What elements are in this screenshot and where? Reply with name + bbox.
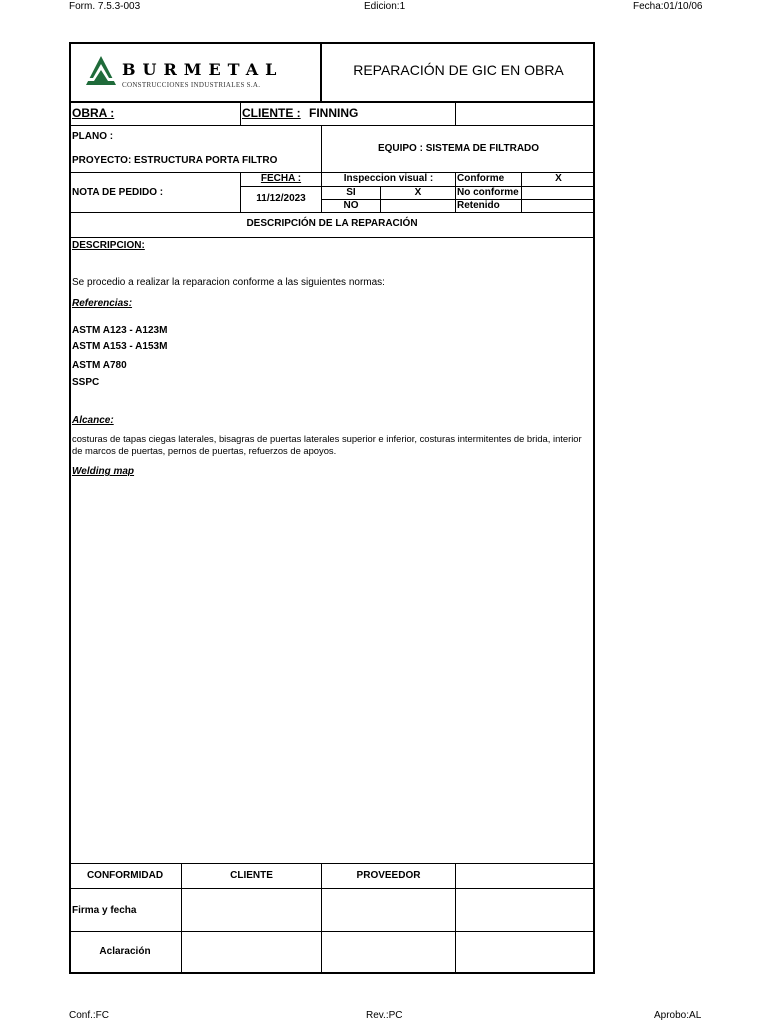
form-code: Form. 7.5.3-003 (69, 1, 141, 12)
equipo-label: EQUIPO : SISTEMA DE FILTRADO (377, 143, 540, 154)
cliente-label: CLIENTE : (242, 106, 301, 120)
cliente-header: CLIENTE (230, 870, 273, 881)
descripcion-intro: Se procedio a realizar la reparacion conforme a las siguientes normas: (72, 277, 385, 288)
logo-subtitle: CONSTRUCCIONES INDUSTRIALES S.A. (122, 81, 261, 89)
fecha-label: FECHA : (260, 173, 302, 184)
alcance-label: Alcance: (72, 415, 114, 426)
aclaracion-label: Aclaración (99, 946, 151, 957)
logo-brand: BURMETAL (122, 60, 284, 79)
header-date: Fecha:01/10/06 (633, 1, 703, 12)
inspeccion-si-mark: X (414, 187, 422, 198)
referencias-label: Referencias: (72, 298, 133, 309)
welding-map-label: Welding map (72, 466, 135, 477)
referencia-item: SSPC (72, 377, 100, 388)
inspeccion-label: Inspeccion visual : (343, 173, 434, 184)
referencia-item: ASTM A780 (72, 360, 127, 371)
footer-rev: Rev.:PC (366, 1010, 403, 1021)
obra-label: OBRA : (72, 106, 115, 120)
footer-conf: Conf.:FC (69, 1010, 110, 1021)
inspeccion-si: SI (346, 187, 356, 198)
retenido-label: Retenido (457, 200, 500, 211)
conforme-label: Conforme (457, 173, 505, 184)
edition: Edicion:1 (364, 1, 406, 12)
footer-aprobo: Aprobo:AL (654, 1010, 702, 1021)
inspeccion-no: NO (343, 200, 359, 211)
nota-pedido-label: NOTA DE PEDIDO : (72, 187, 164, 198)
no-conforme-label: No conforme (457, 187, 519, 198)
proveedor-header: PROVEEDOR (356, 870, 421, 881)
alcance-text-line1: costuras de tapas ciegas laterales, bisagras de puertas laterales superior e inferior, costuras intermitentes de brida, interior (72, 433, 582, 444)
plano-label: PLANO : (72, 131, 114, 142)
alcance-text-line2: de marcos de puertas, pernos de puertas, refuerzos de apoyos. (72, 445, 337, 456)
form-title: REPARACIÓN DE GIC EN OBRA (353, 62, 564, 78)
referencia-item: ASTM A153 - A153M (72, 341, 168, 352)
proyecto-label: PROYECTO: ESTRUCTURA PORTA FILTRO (72, 155, 278, 166)
referencia-item: ASTM A123 - A123M (72, 325, 168, 336)
burmetal-logo-icon (85, 56, 117, 86)
section-title: DESCRIPCIÓN DE LA REPARACIÓN (246, 218, 418, 229)
cliente-value: FINNING (309, 106, 359, 120)
conforme-mark: X (555, 173, 562, 184)
fecha-value: 11/12/2023 (256, 193, 306, 204)
firma-label: Firma y fecha (72, 905, 137, 916)
descripcion-label: DESCRIPCION: (72, 240, 145, 251)
conformidad-header: CONFORMIDAD (86, 870, 164, 881)
